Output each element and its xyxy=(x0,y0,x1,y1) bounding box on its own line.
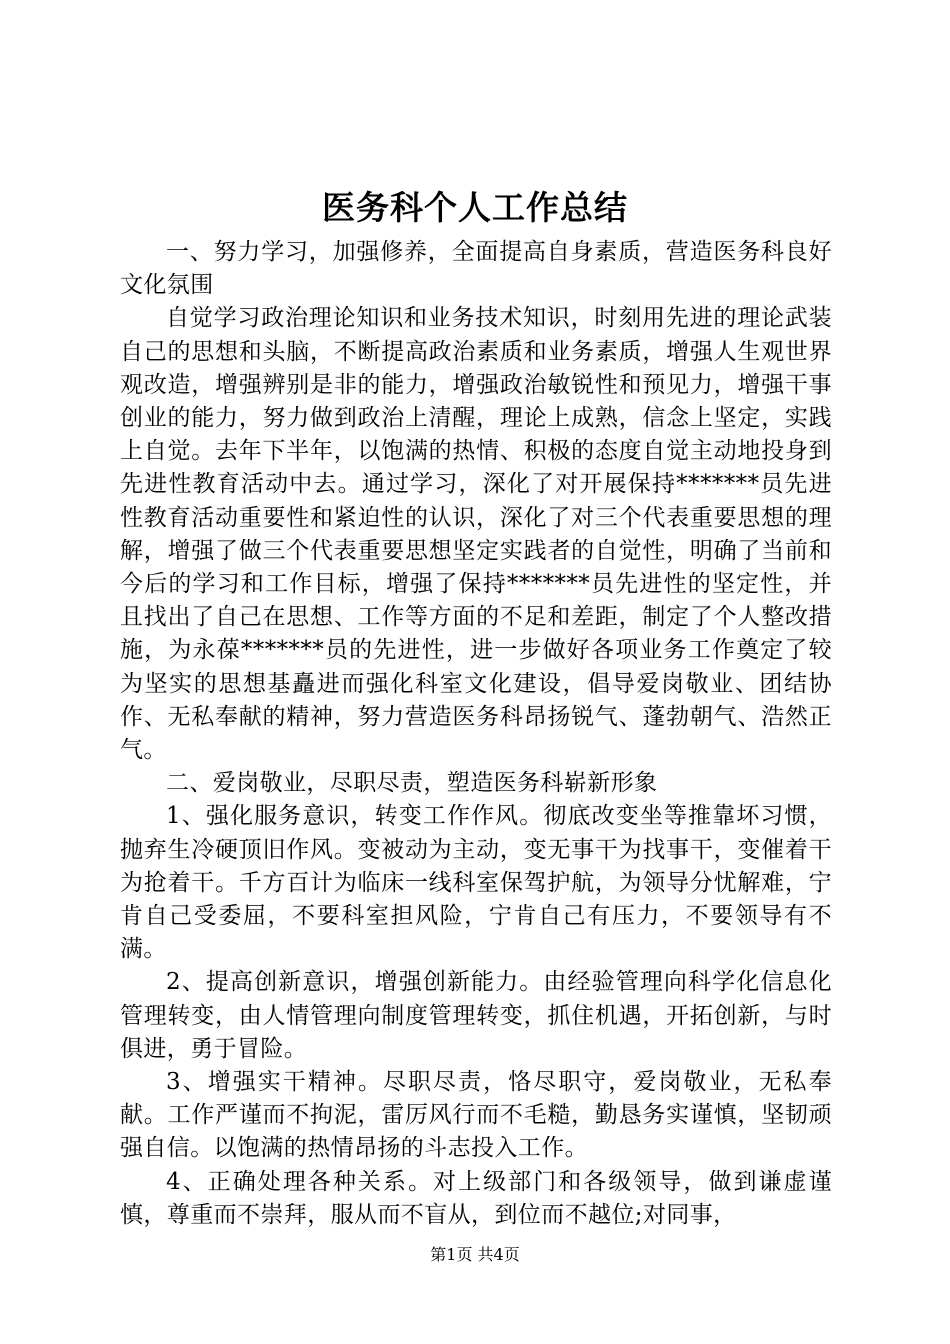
document-title: 医务科个人工作总结 xyxy=(322,188,628,227)
paragraph-item-2: 2、提高创新意识，增强创新能力。由经验管理向科学化信息化管理转变，由人情管理向制度管理转变，抓住机遇，开拓创新，与时俱进，勇于冒险。 xyxy=(120,969,832,1062)
paragraph-study: 自觉学习政治理论知识和业务技术知识，时刻用先进的理论武装自己的思想和头脑，不断提高政治素质和业务素质，增强人生观世界观改造，增强辨别是非的能力，增强政治敏锐性和预见力，增强干事创业的能力，努力做到政治上清醒，理论上成熟，信念上坚定，实践上自觉。去年下半年，以饱满的热情、积极的态度自觉主动地投身到先进性教育活动中去。通过学习，深化了对开展保持*******员先进性教育活动重要性和紧迫性的认识，深化了对三个代表重要思想的理解，增强了做三个代表重要思想坚定实践者的自觉性，明确了当前和今后的学习和工作目标，增强了保持*******员先进性的坚定性，并且找出了自己在思想、工作等方面的不足和差距，制定了个人整改措施，为永葆*******员的先进性，进一步做好各项业务工作奠定了较为坚实的思想基矗进而强化科室文化建设，倡导爱岗敬业、团结协作、无私奉献的精神，努力营造医务科昂扬锐气、蓬勃朝气、浩然正气。 xyxy=(120,305,832,764)
section-heading-1: 一、努力学习，加强修养，全面提高自身素质，营造医务科良好文化氛围 xyxy=(120,239,832,299)
page-footer: 第1页 共4页 xyxy=(430,1245,520,1264)
paragraph-item-4: 4、正确处理各种关系。对上级部门和各级领导，做到谦虚谨慎，尊重而不崇拜，服从而不盲从，到位而不越位;对同事， xyxy=(120,1168,832,1228)
paragraph-item-1: 1、强化服务意识，转变工作作风。彻底改变坐等推靠坏习惯，抛弃生冷硬顶旧作风。变被动为主动，变无事干为找事干，变催着干为抢着干。千方百计为临床一线科室保驾护航，为领导分忧解难，宁肯自己受委屈，不要科室担风险，宁肯自己有压力，不要领导有不满。 xyxy=(120,803,832,963)
document-body xyxy=(120,236,832,1232)
section-heading-2: 二、爱岗敬业，尽职尽责，塑造医务科崭新形象 xyxy=(166,770,658,797)
paragraph-item-3: 3、增强实干精神。尽职尽责，恪尽职守，爱岗敬业，无私奉献。工作严谨而不拘泥，雷厉风行而不毛糙，勤恳务实谨慎，坚韧顽强自信。以饱满的热情昂扬的斗志投入工作。 xyxy=(120,1069,832,1162)
